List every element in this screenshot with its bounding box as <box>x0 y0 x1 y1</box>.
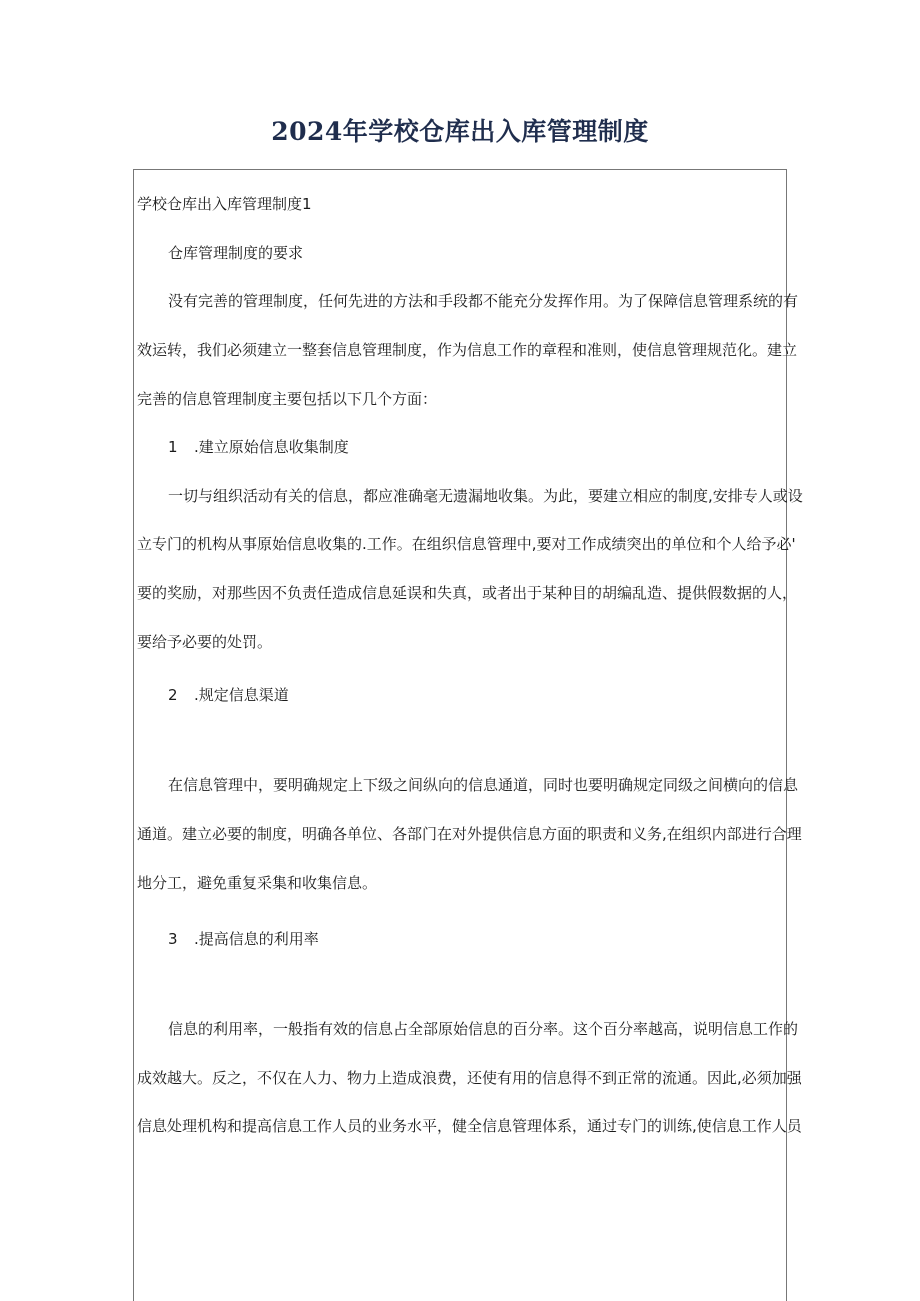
paragraph-line: 要的奖励，对那些因不负责任造成信息延误和失真，或者出于某种目的胡编乱造、提供假数据的人， <box>137 584 798 602</box>
document-title: 2024年学校仓库出入库管理制度 <box>271 117 649 146</box>
intro-line: 完善的信息管理制度主要包括以下几个方面： <box>137 390 438 408</box>
paragraph-line: 地分工，避免重复采集和收集信息。 <box>137 874 378 892</box>
item-heading <box>168 437 787 457</box>
paragraph-line: 通道。建立必要的制度，明确各单位、各部门在对外提供信息方面的职责和义务,在组织内部进行合理 <box>137 825 802 843</box>
paragraph-line: 一切与组织活动有关的信息，都应准确毫无遗漏地收集。为此，要建立相应的制度,安排专人或设 <box>168 487 803 505</box>
item-heading <box>168 929 787 949</box>
subheading: 仓库管理制度的要求 <box>168 244 304 262</box>
item-title: .提高信息的利用率 <box>194 930 319 948</box>
item-title: .规定信息渠道 <box>194 686 289 704</box>
item-number: 2 <box>168 686 178 704</box>
intro-line: 效运转，我们必须建立一整套信息管理制度，作为信息工作的章程和准则，使信息管理规范化。建立 <box>137 341 798 359</box>
item-heading <box>168 685 787 705</box>
paragraph-line: 信息的利用率，一般指有效的信息占全部原始信息的百分率。这个百分率越高，说明信息工作的 <box>168 1020 799 1038</box>
intro-line: 没有完善的管理制度，任何先进的方法和手段都不能充分发挥作用。为了保障信息管理系统的有 <box>168 292 799 310</box>
paragraph-line: 成效越大。反之，不仅在人力、物力上造成浪费，还使有用的信息得不到正常的流通。因此,必须加强 <box>137 1069 802 1087</box>
item-number: 3 <box>168 930 178 948</box>
paragraph-line: 立专门的机构从事原始信息收集的.工作。在组织信息管理中,要对工作成绩突出的单位和个人给予必' <box>137 535 796 553</box>
paragraph-line: 要给予必要的处罚。 <box>137 633 273 651</box>
item-number: 1 <box>168 438 178 456</box>
item-title: .建立原始信息收集制度 <box>194 438 349 456</box>
paragraph-line: 信息处理机构和提高信息工作人员的业务水平，健全信息管理体系，通过专门的训练,使信息工作人员 <box>137 1117 802 1135</box>
paragraph-line: 在信息管理中，要明确规定上下级之间纵向的信息通道，同时也要明确规定同级之间横向的信息 <box>168 776 799 794</box>
section-heading: 学校仓库出入库管理制度1 <box>137 195 312 213</box>
